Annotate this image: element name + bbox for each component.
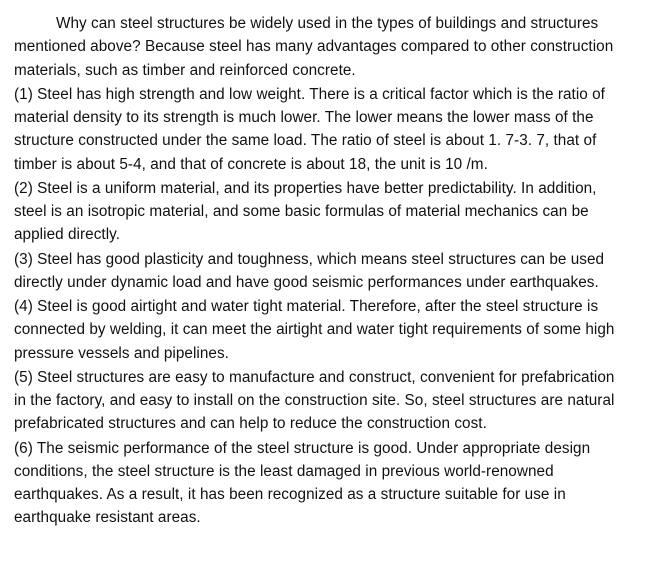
paragraph-item-5: (5) Steel structures are easy to manufacture and construct, convenient for prefabrication in the factory, and easy to install on the construction site. So, steel structures are natural prefabricated structures and can help to reduce the construction cost. bbox=[14, 368, 615, 433]
paragraph-item-2: (2) Steel is a uniform material, and its properties have better predictability. In addition, steel is an isotropic material, and some basic formulas of material mechanics can be applied directly. bbox=[14, 179, 597, 244]
paragraph-item-3: (3) Steel has good plasticity and toughness, which means steel structures can be used directly under dynamic load and have good seismic performances under earthquakes. bbox=[14, 250, 605, 291]
paragraph-intro: Why can steel structures be widely used in the types of buildings and structures mentioned above? Because steel has many advantages compared to other construction materials, such as timber and reinforced concrete. bbox=[14, 15, 614, 79]
paragraph-item-4: (4) Steel is good airtight and water tight material. Therefore, after the steel structure is connected by welding, it can meet the airtight and water tight requirements of some high pressure vessels and pipelines. bbox=[14, 298, 615, 362]
paragraph-item-6: (6) The seismic performance of the steel structure is good. Under appropriate design conditions, the steel structure is the least damaged in previous world-renowned earthquakes. As a result, it has been recognized as a structure suitable for use in earthquake resistant areas. bbox=[14, 439, 591, 527]
paragraph-item-1: (1) Steel has high strength and low weight. There is a critical factor which is the ratio of material density to its strength is much lower. The lower means the lower mass of the structure constructed under the same load. The ratio of steel is about 1. 7-3. 7, that of timber is about 5-4, and that of concrete is about 18, the unit is 10 /m. bbox=[14, 85, 605, 173]
